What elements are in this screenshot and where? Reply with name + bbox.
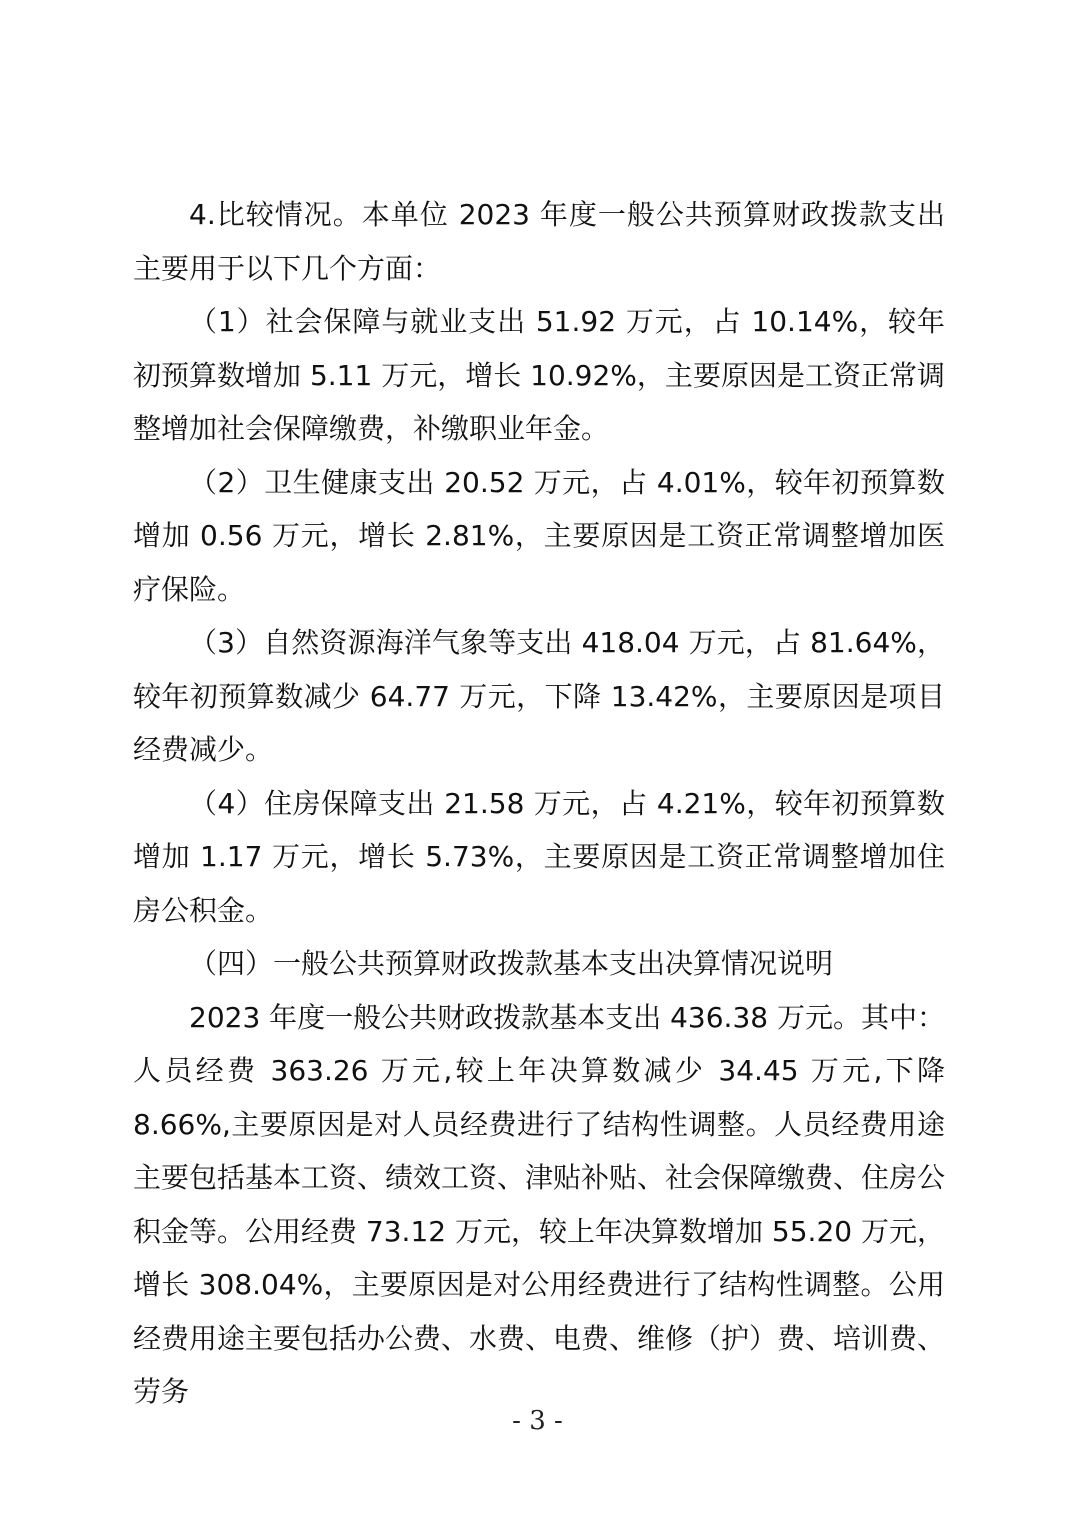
paragraph-basic-expenditure: 2023 年度一般公共财政拨款基本支出 436.38 万元。其中：人员经费 363.26 万元,较上年决算数减少 34.45 万元,下降 8.66%,主要原因是对人员经费进行了结构性调整。人员经费用途主要包括基本工资、绩效工资、津贴补贴、社会保障缴费、住房公积金等。公用经费 73.12 万元，较上年决算数增加 55.20 万元，增长 308.04%，主要原因是对公用经费进行了结构性调整。公用经费用途主要包括办公费、水费、电费、维修（护）费、培训费、劳务 (133, 1000, 946, 1408)
paragraph-comparison-intro: 4.比较情况。本单位 2023 年度一般公共预算财政拨款支出主要用于以下几个方面： (133, 198, 945, 285)
paragraph-housing: （4）住房保障支出 21.58 万元，占 4.21%，较年初预算数增加 1.17 万元，增长 5.73%，主要原因是工资正常调整增加住房公积金。 (133, 786, 945, 927)
paragraph-health: （2）卫生健康支出 20.52 万元，占 4.01%，较年初预算数增加 0.56 万元，增长 2.81%，主要原因是工资正常调整增加医疗保险。 (133, 465, 945, 606)
document-body (133, 188, 945, 1419)
paragraph-natural-resources: （3）自然资源海洋气象等支出 418.04 万元，占 81.64%，较年初预算数减少 64.77 万元，下降 13.42%，主要原因是项目经费减少。 (133, 626, 945, 766)
paragraph-social-security: （1）社会保障与就业支出 51.92 万元，占 10.14%，较年初预算数增加 5.11 万元，增长 10.92%，主要原因是工资正常调整增加社会保障缴费，补缴职业年金。 (133, 305, 945, 445)
section-heading-basic-expenditure: （四）一般公共预算财政拨款基本支出决算情况说明 (189, 947, 834, 980)
page-number: - 3 - (512, 1406, 563, 1436)
